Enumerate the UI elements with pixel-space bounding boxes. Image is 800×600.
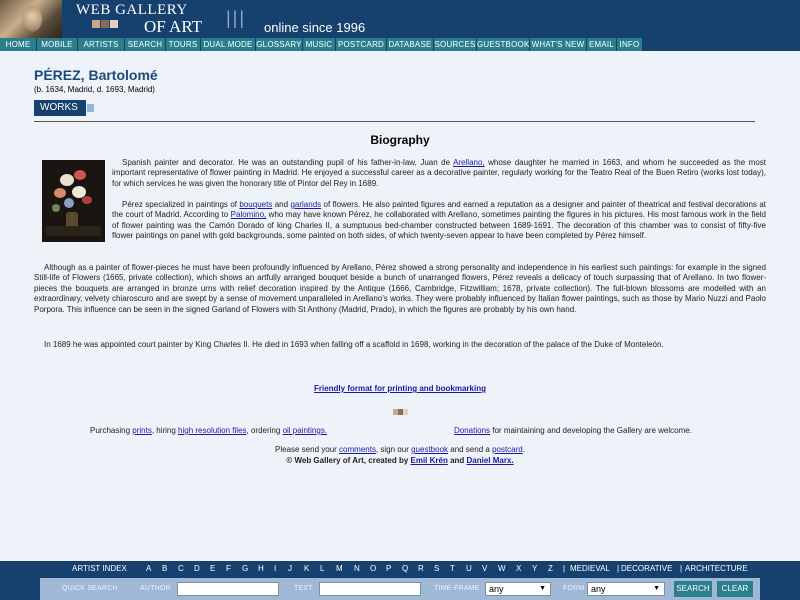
letter-a[interactable]: A — [146, 564, 152, 573]
bio-paragraph-2 — [112, 200, 766, 242]
logo-text-bottom[interactable]: OF ART — [144, 17, 203, 36]
nav-info[interactable]: INFO — [617, 38, 642, 51]
alpha-sep-3: | — [680, 564, 683, 573]
author-input[interactable] — [177, 582, 279, 596]
letter-e[interactable]: E — [210, 564, 216, 573]
bio-p1-text-a: Spanish painter and decorator. He was an outstanding pupil of his father-in-law, Juan de — [122, 158, 454, 167]
bio-p2-text-b: and — [272, 200, 291, 209]
link-medieval[interactable]: MEDIEVAL — [570, 564, 610, 573]
artist-index-bar — [0, 561, 800, 576]
donations-line: Donations for maintaining and developing the Gallery are welcome. — [454, 426, 692, 435]
letter-r[interactable]: R — [418, 564, 424, 573]
clear-button[interactable]: CLEAR — [717, 581, 753, 597]
form-value: any — [591, 584, 606, 594]
letter-d[interactable]: D — [194, 564, 200, 573]
link-decorative[interactable]: DECORATIVE — [621, 564, 673, 573]
artist-dates: (b. 1634, Madrid, d. 1693, Madrid) — [34, 85, 155, 94]
bio-p1-text-b: whose daughter he married in 1663, and whom he succeeded as the most important representative of flower painting in Madrid. He enjoyed a successful career as a decorative painter, regularly working for the Teatro Real of the Buen Retiro (works lost today), for which services he was given the honorary title of Pintor del Rey in 1689. — [112, 158, 766, 188]
nav-artists[interactable]: ARTISTS — [78, 38, 124, 51]
chevron-down-icon: ▼ — [653, 585, 660, 592]
link-comments[interactable]: comments — [339, 445, 376, 454]
link-garlands[interactable]: garlands — [290, 200, 322, 209]
alpha-sep-2: | — [617, 564, 620, 573]
bio-paragraph-1 — [112, 158, 766, 189]
divider-bars: ||| — [226, 8, 247, 28]
bio-p2-text-c: of flowers. He also painted figures and earned a reputation as a designer and painter of theatrical and festival decorations at the court of Madrid. According to — [112, 200, 767, 220]
letter-m[interactable]: M — [336, 564, 343, 573]
form-select[interactable] — [587, 582, 665, 596]
logo-square-1 — [92, 20, 100, 28]
link-palomino[interactable]: Palomino, — [230, 210, 267, 220]
letter-u[interactable]: U — [466, 564, 472, 573]
link-guestbook[interactable]: guestbook — [411, 445, 449, 454]
link-prints[interactable]: prints — [132, 426, 152, 435]
logo-square-2 — [101, 20, 109, 28]
letter-i[interactable]: I — [274, 564, 277, 573]
nav-search[interactable]: SEARCH — [125, 38, 165, 51]
letter-f[interactable]: F — [226, 564, 231, 573]
logo-text-top[interactable]: WEB GALLERY — [76, 2, 188, 18]
nav-tours[interactable]: TOURS — [166, 38, 200, 51]
link-high-res[interactable]: high resolution files — [178, 426, 247, 435]
friendly-format-row — [0, 384, 800, 393]
copyright-line: © Web Gallery of Art, created by Emil Krén and Daniel Marx. — [286, 456, 514, 465]
nav-home[interactable]: HOME — [0, 38, 36, 51]
letter-q[interactable]: Q — [402, 564, 409, 573]
artist-name: PÉREZ, Bartolomé — [34, 67, 158, 83]
link-daniel-marx[interactable]: Daniel Marx. — [466, 456, 514, 465]
timeframe-value: any — [489, 584, 504, 594]
letter-w[interactable]: W — [498, 564, 506, 573]
letter-g[interactable]: G — [242, 564, 249, 573]
nav-sources[interactable]: SOURCES — [434, 40, 476, 49]
bio-p2-text-d: who may have known Pérez, he collaborated with Arellano, sometimes painting the figures in his pictures. His most famous work in the field of flower painting was the Camón Dorado of king Charles II, a sumptuous bed-chamber constructed between 1689-1691. The decoration of this chamber was to consist of fifty-five flower paintings on panel with gold backgrounds, some painted on both sides, of which twenty-seven appear to have been completed by Pérez himself. — [112, 210, 767, 241]
timeframe-select[interactable] — [485, 582, 551, 596]
artist-index-label[interactable]: ARTIST INDEX — [72, 564, 127, 573]
main-nav — [0, 38, 800, 51]
purchasing-line: Purchasing prints, hiring high resolution files, ordering oil paintings. — [90, 426, 328, 435]
text-input[interactable] — [319, 582, 421, 596]
author-label: AUTHOR — [140, 585, 171, 592]
letter-p[interactable]: P — [386, 564, 392, 573]
letter-j[interactable]: J — [288, 564, 292, 573]
friendly-format-link[interactable]: Friendly format for printing and bookmarking — [313, 384, 486, 393]
letter-c[interactable]: C — [178, 564, 184, 573]
bio-paragraph-3: Although as a painter of flower-pieces he must have been profoundly influenced by Arellano, Pérez showed a strong personality and independence in his earliest such paintings: for example in the signed Still-life of Flowers (1665, private collection), which shows an artfully arranged bouquet beside a bunch of unarranged flowers, Pérez reveals a delicacy of touch surpassing that of Arellano. In two flower-pieces the bouquets are arranged in bronze urns with relief decoration inspired by the Antique (1666, Cambridge, Fitzwilliam; 1678, private collection). The full-blown blossoms are modelled with an extraordinary, velvety chiaroscuro and are swept by a sense of movement unparalleled in Arellano's works. They were probably influenced by Italian flower paintings, such as those by Mario Nuzzi and Paolo Porpora. This influence can be seen in the signed Garland of Flowers with St Anthony (Madrid, Prado), in which the figures are probably by his own hand. — [34, 263, 766, 314]
nav-guestbook[interactable]: GUESTBOOK — [477, 40, 530, 49]
link-bouquets[interactable]: bouquets — [239, 200, 273, 209]
letter-k[interactable]: K — [304, 564, 310, 573]
divider-rule — [34, 121, 755, 122]
nav-music[interactable]: MUSIC — [303, 38, 335, 51]
nav-database[interactable]: DATABASE — [388, 40, 432, 49]
search-button[interactable]: SEARCH — [674, 581, 712, 597]
letter-n[interactable]: N — [354, 564, 360, 573]
letter-y[interactable]: Y — [532, 564, 538, 573]
letter-s[interactable]: S — [434, 564, 440, 573]
bio-paragraph-4: In 1689 he was appointed court painter by King Charles II. He died in 1693 when falling off a scaffold in 1698, working in the decoration of the palace of the Duke of Monteleón. — [44, 340, 664, 349]
works-tab-square — [87, 104, 94, 112]
artwork-thumbnail[interactable] — [42, 160, 105, 242]
quick-search-bar — [0, 576, 800, 600]
tagline: online since 1996 — [264, 20, 366, 35]
text-label: TEXT — [294, 585, 313, 592]
logo-square-3 — [110, 20, 118, 28]
header-portrait-image[interactable] — [0, 0, 62, 38]
works-tab[interactable]: WORKS — [34, 100, 86, 116]
alpha-sep-1: | — [563, 564, 566, 573]
link-emil-kren[interactable]: Emil Krén — [410, 456, 448, 465]
nav-mobile[interactable]: MOBILE — [37, 38, 77, 51]
letter-x[interactable]: X — [516, 564, 522, 573]
link-architecture[interactable]: ARCHITECTURE — [685, 564, 748, 573]
quick-search-label: QUICK SEARCH — [62, 585, 118, 592]
form-label: FORM — [563, 585, 585, 592]
letter-v[interactable]: V — [482, 564, 488, 573]
send-line: Please send your comments, sign our guestbook and send a postcard. — [275, 445, 525, 454]
link-oil-paintings[interactable]: oil paintings. — [282, 426, 328, 435]
bio-p2-text-a: Pérez specialized in paintings of — [122, 200, 240, 209]
nav-postcard[interactable]: POSTCARD — [337, 40, 385, 49]
letter-h[interactable]: H — [258, 564, 264, 573]
link-donations[interactable]: Donations — [454, 426, 491, 435]
letter-z[interactable]: Z — [548, 564, 553, 573]
link-arellano[interactable]: Arellano, — [453, 158, 485, 167]
site-header — [0, 0, 800, 38]
letter-b[interactable]: B — [162, 564, 168, 573]
timeframe-label: TIME-FRAME — [434, 585, 480, 592]
link-postcard[interactable]: postcard — [492, 445, 523, 454]
nav-whats-new[interactable]: WHAT'S NEW — [531, 40, 585, 49]
chevron-down-icon: ▼ — [539, 585, 546, 592]
nav-email[interactable]: EMAIL — [588, 40, 614, 49]
deco-square-3 — [403, 409, 408, 415]
letter-t[interactable]: T — [450, 564, 455, 573]
letter-l[interactable]: L — [320, 564, 325, 573]
nav-glossary[interactable]: GLOSSARY — [256, 40, 302, 49]
letter-o[interactable]: O — [370, 564, 377, 573]
nav-dual-mode[interactable]: DUAL MODE — [201, 38, 255, 51]
biography-title: Biography — [370, 133, 430, 147]
